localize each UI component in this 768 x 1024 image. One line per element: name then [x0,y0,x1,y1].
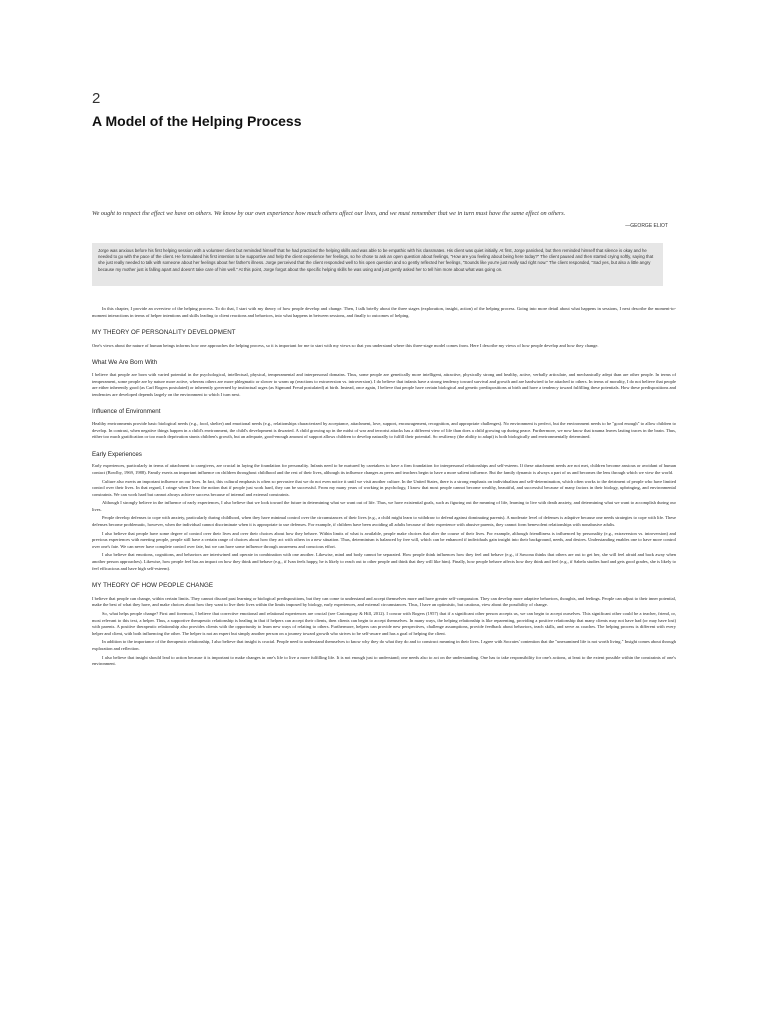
paragraph-environment: Healthy environments provide basic biological needs (e.g., food, shelter) and emotional needs (e.g., relationships characterized by acceptance, attachment, love, support, encouragement, recognition, and appropriate challenges). No environment is perfect, but the environment needs to be "good enough" to allow children to develop. In contrast, when negative things happen in a child's environment, the child's development is thwarted. A child growing up in the midst of war and terrorist attacks has a different view of life than does a child growing up during peace. Furthermore, we now know that trauma leaves lasting traces in the brain. Thus, either too much gratification or too much deprivation stunts children's growth, but an adequate, good-enough amount of support allows children to develop naturally to fulfill their potential. So resiliency (the ability to adapt) is both biologically and environmentally determined. [92,420,676,440]
paragraph-early-4: People develop defenses to cope with anxiety, particularly during childhood, when they have minimal control over the circumstances of their lives (e.g., a child might learn to withdraw to defend against dominating parents). A moderate level of defenses is adaptive because one needs strategies to cope with life. These defenses become problematic, however, when the individual cannot discriminate when it is appropriate to use defenses. For example, if children have been avoiding all adults because of their experience with abusive parents, they cannot form benevolent relationships with nonabusive adults. [92,515,676,528]
paragraph-early-5: I also believe that people have some degree of control over their lives and over their choices about how they behave. Within limits of what is available, people make choices that alter the course of their lives. For example, although friendliness is influenced by personality (e.g., extraversion vs. introversion) and previous experiences with meeting people, people still have a certain range of choices about how they act with others in a new situation. Thus, determinism is balanced by free will, which can be enhanced if individuals gain insight into their background, needs, and desires. Understanding enables one to have more control over one's fate. We can never have complete control over fate, but we can have some influence through awareness and conscious effort. [92,530,676,549]
paragraph-change-1: I believe that people can change, within certain limits. They cannot discard past learning or biological predispositions, but they can come to understand and accept themselves more and have greater self-compassion. They can develop more adaptive behaviors, thoughts, and feelings. People can adjust to their inner potential, make the best of what they have, and make choices about how they want to live their lives within the limits imposed by biology, early experiences, and external circumstances. Thus, I have an optimistic, but cautious, view about the possibility of change. [92,595,676,608]
paragraph-change-3: In addition to the importance of the therapeutic relationship, I also believe that insight is crucial. People need to understand themselves to know why they do what they do and to construct meaning in their lives. I agree with Socrates' contention that the "unexamined life is not worth living." Insight comes about through exploration and reflection. [92,639,676,651]
paragraph-early-6: I also believe that emotions, cognitions, and behaviors are intertwined and operate in combination with one another. Likewise, mind and body cannot be separated. How people think influences how they feel and behave (e.g., if Sawona thinks that others are out to get her, she will feel afraid and back away when another person approaches). Likewise, how people feel has an impact on how they think and behave (e.g., if Ivan feels happy, he is likely to reach out to other people and think that they will like him). Finally, how people behave affects how they think and feel (e.g., if Sabela studies hard and gets good grades, she is likely to feel efficacious and have high self-esteem). [92,552,676,571]
case-example-box: Jorge was anxious before his first helping session with a volunteer client but reminded himself that he had practiced the helping skills and was able to be empathic with his classmates. His client was quiet initially. At first, Jorge panicked, but then reminded himself that silence is okay and he needed to go with the pace of the client. He formulated his first intention to be supportive and help the client experience her feelings, so he chose to ask an open question about feelings, "How are you feeling about being here today?" The client paused and then started crying softly, saying that she just really needed to talk with someone about her feelings about her father's illness. Jorge perceived that the client responded well to his open question and so gently reflected her feelings, "Sounds like you're just really sad right now." The client responded, "Sad yes, but also a little angry because my mother just is falling apart and doesn't take care of him well." At this point, Jorge forgot about the specific helping skills he was using and just gently asked her to tell him more about what was going on. [92,243,663,286]
paragraph-change-2: So, what helps people change? First and foremost, I believe that corrective emotional and relational experiences are crucial (see Castonguay & Hill, 2012). I concur with Rogers (1957) that if a significant other person accepts us, we can begin to accept ourselves. This significant other could be a teacher, friend, or, most relevant to this text, a helper. Thus, a supportive therapeutic relationship is healing in that if helpers can accept their clients, then clients can begin to accept themselves. In many ways, the helping relationship is like reparenting, providing a positive relationship that many clients may not have had (or may have lost) with parents. A positive therapeutic relationship also provides clients with the opportunity to learn new ways of relating to others. Furthermore, helpers can provide new perspectives, challenge assumptions, provide feedback about behaviors, teach skills, and serve as coaches. The helping process is different with every helper and client, with both influencing the other. The helper is not an expert but simply another person on a journey toward growth who strives to be self-aware and has a goal of helping the client. [92,611,676,636]
paragraph-early-3: Although I strongly believe in the influence of early experiences, I also believe that we look toward the future in determining what we want out of life. Thus, we have existential goals, such as figuring out the meaning of life, learning to live with death anxiety, and determining what we want to accomplish during our lives. [92,500,676,512]
chapter-title: A Model of the Helping Process [92,113,302,129]
section-heading-personality: MY THEORY OF PERSONALITY DEVELOPMENT [92,329,236,337]
chapter-number: 2 [92,90,101,107]
paragraph-born-with: I believe that people are born with varied potential in the psychological, intellectual, physical, temperamental and interpersonal domains. Thus, some people are genetically more intelligent, attractive, physically strong and healthy, active, verbally articulate, and mechanically adept than are other people. In terms of temperament, some people are by nature more active, whereas others are more phlegmatic or slower to warm up (reactions to extraversion vs. introversion). I do believe that infants have a strong tendency toward survival and growth and are hardwired to be attached to others. In terms of morality, I do not believe that people are either inherently good (as Carl Rogers postulated) or inherently governed by instinctual urges (as Sigmund Freud postulated) at birth. Instead, once again, I believe that people have certain biological and genetic predispositions at birth and have a tendency toward fulfilling these potentials. How these predispositions and tendencies are developed depends largely on the environment to which I turn next. [92,371,676,397]
subheading-born-with: What We Are Born With [92,359,158,367]
subheading-environment: Influence of Environment [92,408,161,416]
intro-paragraph: In this chapter, I provide an overview of the helping process. To do that, I start with my theory of how people develop and change. Then, I talk briefly about the three stages (exploration, insight, action) of the helping process. Going into more detail about what happens in sessions, I next describe the moment-to-moment interactions in terms of helper intentions and skills leading to client reactions and behaviors, into what happens in between sessions, and finally to outcomes of helping. [92,306,676,318]
epigraph-quote: We ought to respect the effect we have on others. We know by our own experience how much others affect our lives, and we must remember that we in turn must have the same effect on others. [92,210,566,217]
paragraph-early-1: Early experiences, particularly in terms of attachment to caregivers, are crucial in laying the foundation for personality. Infants need to be nurtured by caretakers to have a firm foundation for interpersonal relationships and self-esteem. If these attachment needs are not met, children become anxious or avoidant of human contact (Bowlby, 1969, 1988). Family exerts an important influence on children throughout childhood and the rest of their lives, although its influence changes as peers and teachers begin to have a more salient influence. But the family dynamic is always a part of us and becomes the lens through which we view the world. [92,463,676,475]
paragraph-early-2: Culture also exerts an important influence on our lives. In fact, this cultural emphasis is often so pervasive that we do not even notice it until we visit another culture. In the United States, there is a strong emphasis on individualism and self-determination, which often works to the detriment of people who have limited control over their lives. In that regard, I cringe when I hear the notion that if people just work hard, they can be successful. From my many years of working in psychology, I know that most people cannot become wealthy, beautiful, and successful because of many factors in their biology, upbringing, and environmental constraints. We can work hard but cannot always achieve success because of internal and external constraints. [92,478,676,497]
section-intro-paragraph: One's views about the nature of human beings informs how one approaches the helping process, so it is important for me to start with my views so that you understand where this three-stage model comes from. Here I describe my views of how people develop and how they change. [92,342,599,348]
paragraph-change-4: I also believe that insight should lead to action because it is important to make changes in one's life to live a more fulfilling life. It is not enough just to understand; one needs also to act on the understanding. One has to take responsibility for one's actions, at least to the extent possible within the constraints of one's environment. [92,654,676,667]
epigraph-author: —GEORGE ELIOT [625,223,668,229]
chapter-body [92,306,676,670]
subheading-early-experiences: Early Experiences [92,450,142,458]
section-heading-change: MY THEORY OF HOW PEOPLE CHANGE [92,582,214,590]
